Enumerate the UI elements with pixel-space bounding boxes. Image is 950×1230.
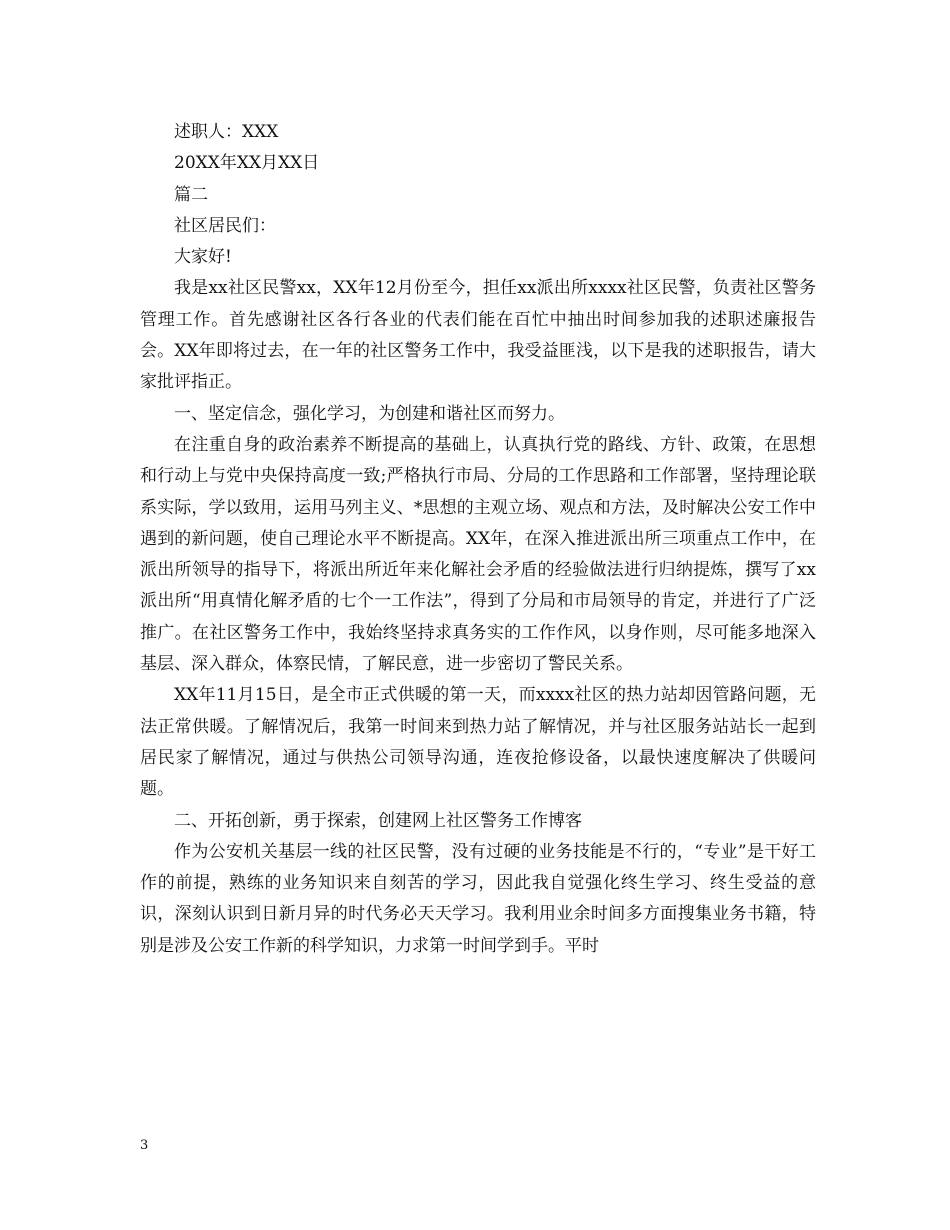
intro-paragraph: 我是xx社区民警xx，XX年12月份至今，担任xx派出所xxxx社区民警，负责社区警务管理工作。首先感谢社区各行各业的代表们能在百忙中抽出时间参加我的述职述廉报告会。XX年即将过去，在一年的社区警务工作中，我受益匪浅，以下是我的述职报告，请大家批评指正。 [140, 278, 816, 393]
greeting: 大家好! [174, 247, 232, 268]
body-paragraph: XX年11月15日，是全市正式供暖的第一天，而xxxx社区的热力站却因管路问题，无法正常供暖。了解情况后，我第一时间来到热力站了解情况，并与社区服务站站长一起到居民家了解情况，通过与供热公司领导沟通，连夜抢修设备，以最快速度解决了供暖问题。 [140, 685, 816, 800]
section-title: 篇二 [174, 184, 208, 205]
body-paragraph: 作为公安机关基层一线的社区民警，没有过硬的业务技能是不行的，“专业”是干好工作的前提，熟练的业务知识来自刻苦的学习，因此我自觉强化终生学习、终生受益的意识，深刻认识到日新月异的时代务必天天学习。我利用业余时间多方面搜集业务书籍，特别是涉及公安工作新的科学知识，力求第一时间学到手。平时 [140, 841, 816, 956]
signature-line: 述职人：XXX [174, 122, 279, 142]
document-body [140, 117, 816, 962]
heading-two: 二、开拓创新，勇于探索，创建网上社区警务工作博客 [174, 810, 582, 831]
date-line: 20XX年XX月XX日 [174, 153, 320, 174]
body-paragraph: 在注重自身的政治素养不断提高的基础上，认真执行党的路线、方针、政策，在思想和行动上与党中央保持高度一致;严格执行市局、分局的工作思路和工作部署，坚持理论联系实际，学以致用，运用马列主义、*思想的主观立场、观点和方法，及时解决公安工作中遇到的新问题，使自己理论水平不断提高。XX年，在深入推进派出所三项重点工作中，在派出所领导的指导下，将派出所近年来化解社会矛盾的经验做法进行归纳提炼，撰写了xx派出所“用真情化解矛盾的七个一工作法”，得到了分局和市局领导的肯定，并进行了广泛推广。在社区警务工作中，我始终坚持求真务实的工作作风，以身作则，尽可能多地深入基层、深入群众，体察民情，了解民意，进一步密切了警民关系。 [140, 434, 816, 675]
salutation: 社区居民们： [174, 215, 276, 236]
heading-one: 一、坚定信念，强化学习，为创建和谐社区而努力。 [174, 403, 565, 424]
page-number: 3 [140, 1138, 149, 1153]
